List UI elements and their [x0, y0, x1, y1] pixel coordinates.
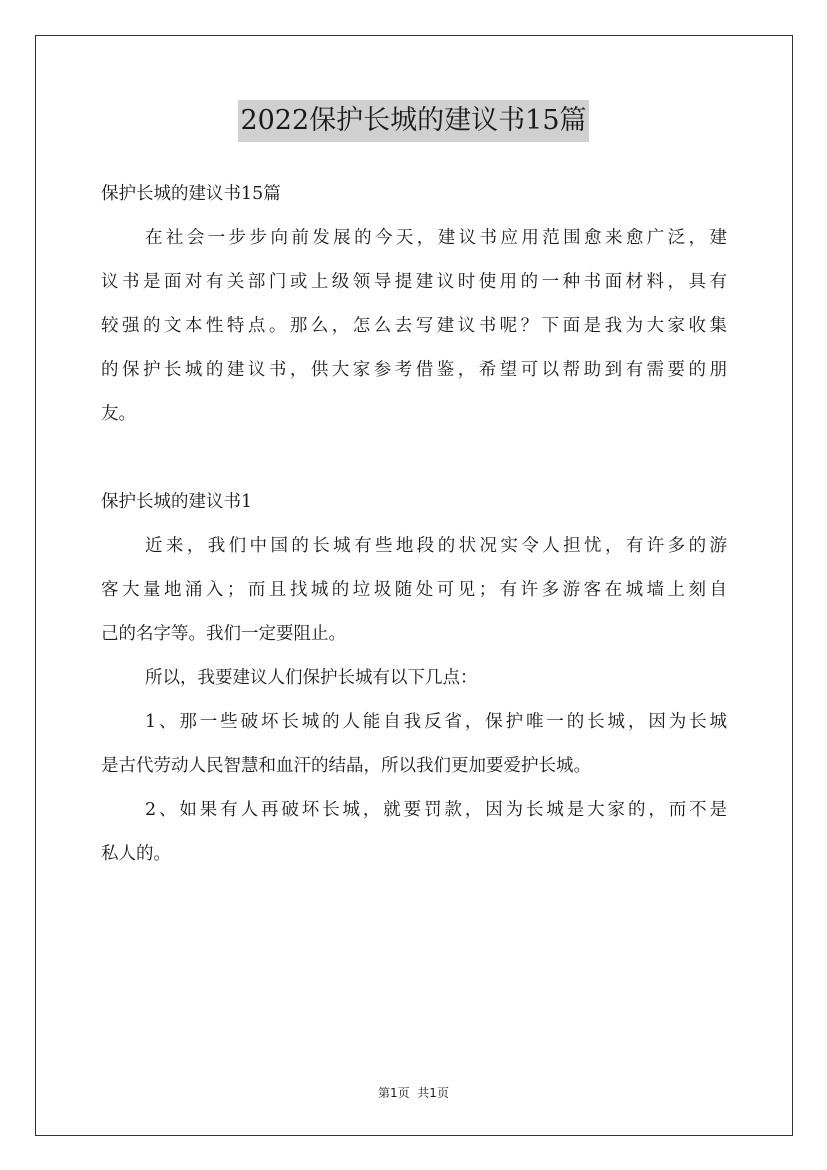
intro-paragraph: [101, 216, 727, 436]
paragraph-line: 客大量地涌入；而且找城的垃圾随处可见；有许多游客在城墙上刻自: [101, 580, 727, 600]
document-title: 2022保护长城的建议书15篇: [238, 100, 588, 142]
document-body: [101, 172, 727, 876]
paragraph-2: 所以，我要建议人们保护长城有以下几点：: [145, 668, 478, 688]
document-subtitle: 保护长城的建议书15篇: [101, 184, 281, 204]
paragraph-line: 议书是面对有关部门或上级领导提建议时使用的一种书面材料，具有: [101, 272, 727, 292]
page-footer: [0, 1084, 827, 1101]
paragraph-line: 友。: [101, 404, 136, 424]
paragraph-line: 在社会一步步向前发展的今天，建议书应用范围愈来愈广泛，建: [145, 228, 727, 248]
paragraph-line: 的保护长城的建议书，供大家参考借鉴，希望可以帮助到有需要的朋: [101, 360, 727, 380]
spacer: [101, 436, 727, 480]
paragraph-line: 较强的文本性特点。那么，怎么去写建议书呢？下面是我为大家收集: [101, 316, 727, 336]
paragraph-line: 私人的。: [101, 844, 171, 864]
paragraph-line: 2、如果有人再破坏长城，就要罚款，因为长城是大家的，而不是: [145, 800, 727, 820]
page-number: 第1页 共1页: [378, 1086, 449, 1100]
title-block: [0, 100, 827, 142]
point-1: [101, 700, 727, 788]
section-heading: 保护长城的建议书1: [101, 492, 253, 512]
paragraph-line: 近来，我们中国的长城有些地段的状况实令人担忧，有许多的游: [145, 536, 727, 556]
paragraph-1: [101, 524, 727, 656]
paragraph-line: 己的名字等。我们一定要阻止。: [101, 624, 346, 644]
paragraph-line: 1、那一些破坏长城的人能自我反省，保护唯一的长城，因为长城: [145, 712, 727, 732]
paragraph-line: 是古代劳动人民智慧和血汗的结晶，所以我们更加要爱护长城。: [101, 756, 591, 776]
point-2: [101, 788, 727, 876]
